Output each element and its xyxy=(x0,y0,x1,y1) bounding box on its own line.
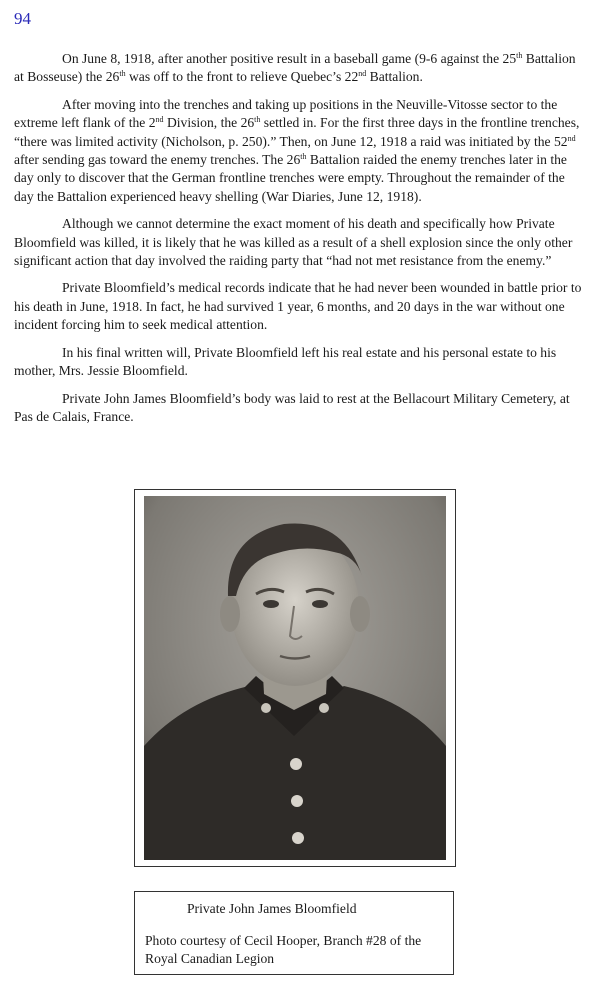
caption-name: Private John James Bloomfield xyxy=(187,901,357,916)
page-number: 94 xyxy=(14,9,31,28)
portrait-photo-frame xyxy=(134,489,456,867)
paragraph-5: In his final written will, Private Bloomfield left his real estate and his personal estate to his mother, Mrs. Jessie Bloomfield. xyxy=(14,344,557,379)
portrait-photo xyxy=(144,496,446,860)
paragraph-3: Although we cannot determine the exact moment of his death and specifically how Private Bloomfield was killed, it is likely that he was killed as a result of a shell explosion since the only other significant action that day involved the raiding party that “had not met resistance from the enemy.” xyxy=(14,216,573,269)
body-text xyxy=(14,50,582,435)
paragraph-1: On June 8, 1918, after another positive result in a baseball game (9-6 against the 25th Battalion at Bosseuse) the 26th was off to the front to relieve Quebec’s 22nd Battalion. xyxy=(14,51,576,85)
paragraph-2: After moving into the trenches and taking up positions in the Neuville-Vitosse sector to the extreme left flank of the 2nd Division, the 26th settled in. For the first three days in the frontline trenches, “there was limited activity (Nicholson, p. 250).” Then, on June 12, 1918 a raid was initiated by the 52nd after sending gas toward the enemy trenches. The 26th Battalion raided the enemy trenches later in the day only to discover that the German frontline trenches were empty. Throughout the remainder of the day the Battalion experienced heavy shelling (War Diaries, June 12, 1918). xyxy=(14,96,580,204)
paragraph-6: Private John James Bloomfield’s body was laid to rest at the Bellacourt Military Cemetery, at Pas de Calais, France. xyxy=(14,390,570,424)
paragraph-4: Private Bloomfield’s medical records indicate that he had never been wounded in battle prior to his death in June, 1918. In fact, he had survived 1 year, 6 months, and 20 days in the war without one incident forcing him to seek medical attention. xyxy=(14,280,582,333)
photo-caption-box xyxy=(134,891,454,975)
caption-credit: Photo courtesy of Cecil Hooper, Branch #28 of the Royal Canadian Legion xyxy=(145,933,422,966)
